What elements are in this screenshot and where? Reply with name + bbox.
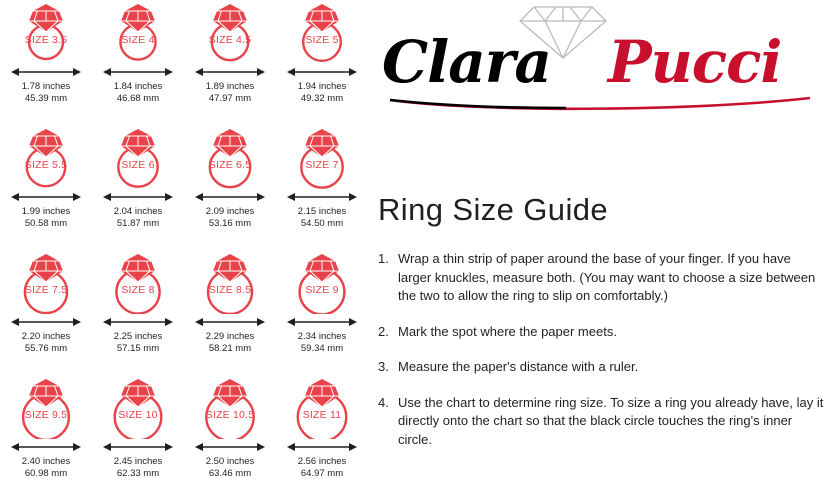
ring-size-cell: [276, 375, 368, 500]
ring-measure-inches: 2.50 inches: [205, 456, 255, 467]
ring-measure-inches: 2.45 inches: [113, 456, 163, 467]
ring-size-label: SIZE 8.5: [208, 284, 252, 296]
ring-measure: [298, 456, 347, 479]
chart-row: [0, 0, 368, 125]
ring-measure-mm: 46.68 mm: [116, 92, 160, 104]
ring-size-label: SIZE 5.5: [24, 159, 68, 171]
width-arrow: [191, 190, 269, 204]
step-text: Mark the spot where the paper meets.: [398, 323, 617, 339]
ring-measure: [298, 206, 347, 229]
ring-size-label: SIZE 6.5: [208, 159, 252, 171]
ring-measure: [114, 456, 163, 479]
ring-size-cell: [0, 0, 92, 125]
step-number: 1.: [378, 251, 389, 266]
ring-illustration: [99, 127, 177, 189]
ring-measure-inches: 2.20 inches: [21, 331, 71, 342]
ring-measure-inches: 2.29 inches: [205, 331, 255, 342]
width-arrow: [283, 65, 361, 79]
ring-measure: [22, 456, 71, 479]
ring-measure-inches: 2.15 inches: [297, 206, 347, 217]
width-arrow: [7, 315, 85, 329]
ring-size-cell: [184, 0, 276, 125]
ring-measure-inches: 2.25 inches: [113, 331, 163, 342]
width-arrow: [7, 65, 85, 79]
ring-illustration: [283, 252, 361, 314]
ring-measure: [114, 81, 163, 104]
ring-measure: [114, 331, 163, 354]
ring-measure-inches: 1.94 inches: [297, 81, 347, 92]
ring-size-cell: [92, 250, 184, 375]
ring-size-label: SIZE 7: [305, 159, 339, 171]
brand-swoosh: [386, 96, 816, 112]
ring-measure-inches: 2.34 inches: [297, 331, 347, 342]
list-item: [378, 323, 826, 342]
ring-size-cell: [0, 125, 92, 250]
ring-measure: [114, 206, 163, 229]
ring-measure-inches: 2.56 inches: [297, 456, 347, 467]
ring-size-label: SIZE 6: [121, 159, 155, 171]
instruction-list: [378, 250, 826, 466]
guide-panel: [368, 0, 839, 501]
ring-measure-mm: 49.32 mm: [300, 92, 344, 104]
ring-size-label: SIZE 5: [305, 34, 339, 46]
width-arrow: [283, 190, 361, 204]
list-item: [378, 394, 826, 450]
ring-size-label: SIZE 9.5: [24, 409, 68, 421]
chart-row: [0, 125, 368, 250]
width-arrow: [99, 440, 177, 454]
width-arrow: [7, 440, 85, 454]
ring-measure: [206, 81, 255, 104]
page-title: Ring Size Guide: [378, 192, 609, 227]
ring-measure-mm: 55.76 mm: [24, 342, 68, 354]
ring-measure-mm: 63.46 mm: [208, 467, 252, 479]
ring-size-cell: [276, 125, 368, 250]
ring-measure: [22, 206, 71, 229]
ring-illustration: [7, 252, 85, 314]
ring-illustration: [7, 377, 85, 439]
ring-illustration: [99, 2, 177, 64]
chart-row: [0, 375, 368, 500]
width-arrow: [191, 315, 269, 329]
ring-size-cell: [92, 125, 184, 250]
ring-measure: [206, 206, 255, 229]
step-number: 4.: [378, 394, 389, 410]
ring-size-cell: [0, 375, 92, 500]
ring-illustration: [283, 2, 361, 64]
ring-size-cell: [92, 375, 184, 500]
list-item: [378, 250, 826, 306]
ring-measure-mm: 59.34 mm: [300, 342, 344, 354]
ring-illustration: [283, 377, 361, 439]
ring-measure-mm: 54.50 mm: [300, 217, 344, 229]
ring-measure: [206, 331, 255, 354]
ring-illustration: [7, 2, 85, 64]
ring-measure-mm: 51.87 mm: [116, 217, 160, 229]
chart-row: [0, 250, 368, 375]
ring-measure-mm: 50.58 mm: [24, 217, 68, 229]
ring-illustration: [283, 127, 361, 189]
ring-illustration: [7, 127, 85, 189]
width-arrow: [99, 315, 177, 329]
ring-illustration: [191, 2, 269, 64]
ring-size-cell: [92, 0, 184, 125]
width-arrow: [99, 65, 177, 79]
ring-illustration: [191, 252, 269, 314]
ring-size-cell: [276, 250, 368, 375]
width-arrow: [283, 440, 361, 454]
brand-name-clara: Clara: [382, 28, 551, 96]
ring-size-cell: [184, 125, 276, 250]
ring-measure-mm: 62.33 mm: [116, 467, 160, 479]
ring-size-cell: [184, 250, 276, 375]
ring-measure-mm: 53.16 mm: [208, 217, 252, 229]
ring-measure: [206, 456, 255, 479]
brand-wordmark: [376, 22, 836, 102]
ring-measure-inches: 1.78 inches: [21, 81, 71, 92]
ring-size-label: SIZE 7.5: [24, 284, 68, 296]
width-arrow: [283, 315, 361, 329]
brand-logo: [368, 0, 839, 120]
ring-illustration: [191, 127, 269, 189]
ring-measure-inches: 2.09 inches: [205, 206, 255, 217]
ring-size-cell: [0, 250, 92, 375]
ring-measure-mm: 45.39 mm: [24, 92, 68, 104]
ring-measure: [298, 331, 347, 354]
ring-size-label: SIZE 10.5: [205, 409, 255, 421]
ring-size-label: SIZE 3.5: [24, 34, 68, 46]
ring-size-cell: [184, 375, 276, 500]
ring-size-label: SIZE 10: [118, 409, 158, 421]
list-item: [378, 358, 826, 377]
ring-size-label: SIZE 4: [121, 34, 155, 46]
ring-size-label: SIZE 9: [305, 284, 339, 296]
brand-name-pucci: Pucci: [608, 28, 782, 96]
step-number: 2.: [378, 323, 389, 339]
width-arrow: [191, 440, 269, 454]
width-arrow: [99, 190, 177, 204]
ring-size-label: SIZE 8: [121, 284, 155, 296]
ring-measure-inches: 1.84 inches: [113, 81, 163, 92]
ring-illustration: [99, 377, 177, 439]
ring-measure-mm: 64.97 mm: [300, 467, 344, 479]
ring-measure-mm: 47.97 mm: [208, 92, 252, 104]
ring-measure: [22, 81, 71, 104]
ring-size-label: SIZE 4.5: [208, 34, 252, 46]
ring-measure: [298, 81, 347, 104]
ring-measure: [22, 331, 71, 354]
ring-size-label: SIZE 11: [302, 409, 342, 421]
step-text: Use the chart to determine ring size. To size a ring you already have, lay it directly onto the chart so that the black circle touches the ring's inner circle.: [398, 394, 824, 447]
ring-size-cell: [276, 0, 368, 125]
ring-measure-inches: 2.04 inches: [113, 206, 163, 217]
ring-measure-mm: 57.15 mm: [116, 342, 160, 354]
ring-illustration: [99, 252, 177, 314]
ring-measure-mm: 58.21 mm: [208, 342, 252, 354]
ring-illustration: [191, 377, 269, 439]
width-arrow: [7, 190, 85, 204]
ring-size-chart: [0, 0, 368, 501]
width-arrow: [191, 65, 269, 79]
ring-measure-inches: 1.99 inches: [21, 206, 71, 217]
ring-measure-inches: 2.40 inches: [21, 456, 71, 467]
ring-measure-inches: 1.89 inches: [205, 81, 255, 92]
ring-measure-mm: 60.98 mm: [24, 467, 68, 479]
step-text: Wrap a thin strip of paper around the base of your finger. If you have larger knuckles, measure both. (You may want to choose a size between the two to allow the ring to slip on comfortably.): [398, 251, 816, 303]
step-text: Measure the paper's distance with a ruler.: [398, 359, 639, 374]
step-number: 3.: [378, 359, 389, 374]
